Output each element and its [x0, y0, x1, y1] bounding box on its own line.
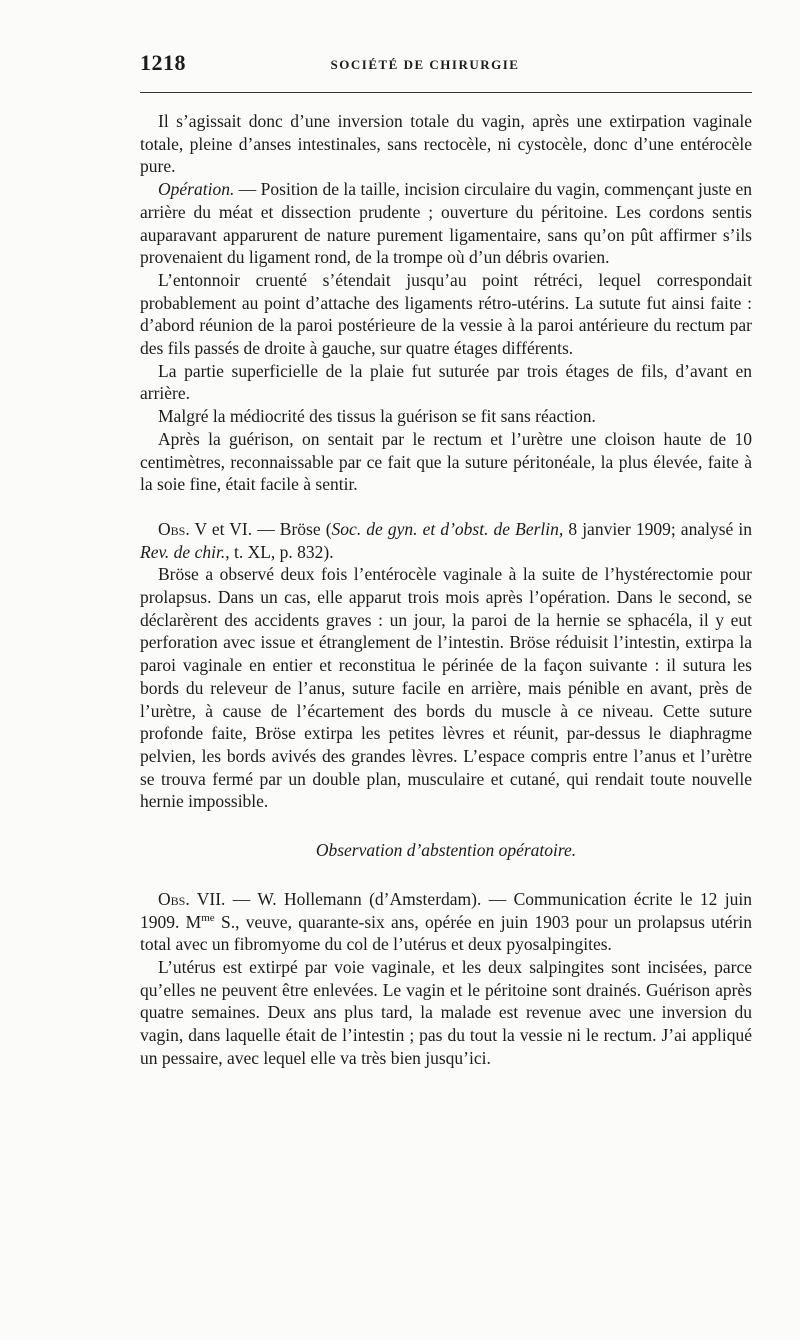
- paragraph: Malgré la médiocrité des tissus la guérison se fit sans réaction.: [158, 406, 596, 427]
- paragraph: La partie superficielle de la plaie fut suturée par trois étages de fils, d’avant en arrière.: [140, 360, 752, 404]
- review-citation: Rev. de chir.: [140, 541, 226, 562]
- obs-tag: Obs.: [158, 888, 190, 909]
- superscript: me: [201, 911, 215, 924]
- obs-text: VII. — W. Hollemann (d’Amsterdam). — Communication écrite le 12 juin 1909. M: [140, 888, 752, 932]
- paragraph: L’utérus est extirpé par voie vaginale, et les deux salpingites sont incisées, parce qu’elles ne peuvent être enlevées. Le vagin et le péritoine sont drainés. Guérison après quatre semaines. Deux ans plus tard, la malade est revenue avec une inversion du vagin, dans laquelle était de l’intestin ; pas du tout la vessie ni le rectum. J’ai appliqué un pessaire, avec lequel elle va très bien jusqu’ici.: [140, 956, 752, 1068]
- paragraph: Bröse a observé deux fois l’entérocèle vaginale à la suite de l’hystérectomie pour prolapsus. Dans un cas, elle apparut trois mois après l’opération. Dans le second, se déclarèrent des accidents graves : un jour, la paroi de la hernie se sphacéla, il y eut perforation avec issue et étranglement de l’intestin. Bröse réduisit l’intestin, extirpa la paroi vaginale en entier et reconstitua le périnée de la façon suivante : il sutura les bords du releveur de l’anus, suture facile en arrière, mais pénible en avant, près de l’urètre, à cause de l’écartement des bords du muscle à ce niveau. Cette suture profonde faite, Bröse extirpa les petites lèvres et réunit, par-dessus le diaphragme pelvien, les bords avivés des grandes lèvres. L’espace compris entre l’anus et l’urètre se trouva fermé par un double plan, musculaire et cutané, qui rendait toute nouvelle hernie impossible.: [140, 564, 752, 812]
- paragraph: Après la guérison, on sentait par le rectum et l’urètre une cloison haute de 10 centimètres, reconnaissable par ce fait que la suture péritonéale, la plus élevée, faite à la soie fine, était facile à sentir.: [140, 428, 752, 495]
- paragraph: [140, 178, 752, 269]
- paragraph: Il s’agissait donc d’une inversion totale du vagin, après une extirpation vaginale totale, pleine d’anses intestinales, sans rectocèle, ni cystocèle, donc d’une entérocèle pure.: [140, 111, 752, 177]
- obs-numbers: V et VI. — Bröse (: [189, 518, 332, 539]
- observation-7: [140, 888, 752, 1070]
- journal-citation: Soc. de gyn. et d’obst. de Berlin,: [331, 518, 564, 539]
- observation-5-6: [140, 518, 752, 813]
- operation-text: — Position de la taille, incision circulaire du vagin, commençant juste en arrière du méat et dissection prudente ; ouverture du péritoine. Les cordons sentis auparavant apparurent de nature purement ligamentaire, sans qu’on pût affirmer s’ils provenaient du ligament rond, de la trompe où d’un débris ovarien.: [140, 179, 752, 268]
- page-number: 1218: [140, 50, 186, 75]
- header-rule: [140, 92, 752, 93]
- obs-tag: Obs.: [158, 518, 190, 539]
- observation-heading: [140, 518, 752, 563]
- obs-text-cont: S., veuve, quarante-six ans, opérée en juin 1903 pour un prolapsus utérin total avec un fibromyome du col de l’utérus et deux pyosalpingites.: [140, 911, 753, 955]
- operation-label: Opération.: [158, 179, 235, 200]
- body-text: [140, 110, 752, 1069]
- observation-heading: [140, 888, 752, 956]
- paragraph: L’entonnoir cruenté s’étendait jusqu’au point rétréci, lequel correspondait probablement au point d’attache des ligaments rétro-utérins. La sutute fut ainsi faite : d’abord réunion de la paroi postérieure de la vessie à la paroi antérieure du rectum par des fils passés de droite à gauche, sur quatre étages différents.: [140, 269, 752, 359]
- running-head: SOCIÉTÉ DE CHIRURGIE: [330, 57, 520, 72]
- citation-ref: , t. XL, p. 832).: [225, 541, 334, 562]
- citation-date: 8 janvier 1909; analysé in: [563, 518, 752, 539]
- section-title: Observation d’abstention opératoire.: [315, 840, 577, 861]
